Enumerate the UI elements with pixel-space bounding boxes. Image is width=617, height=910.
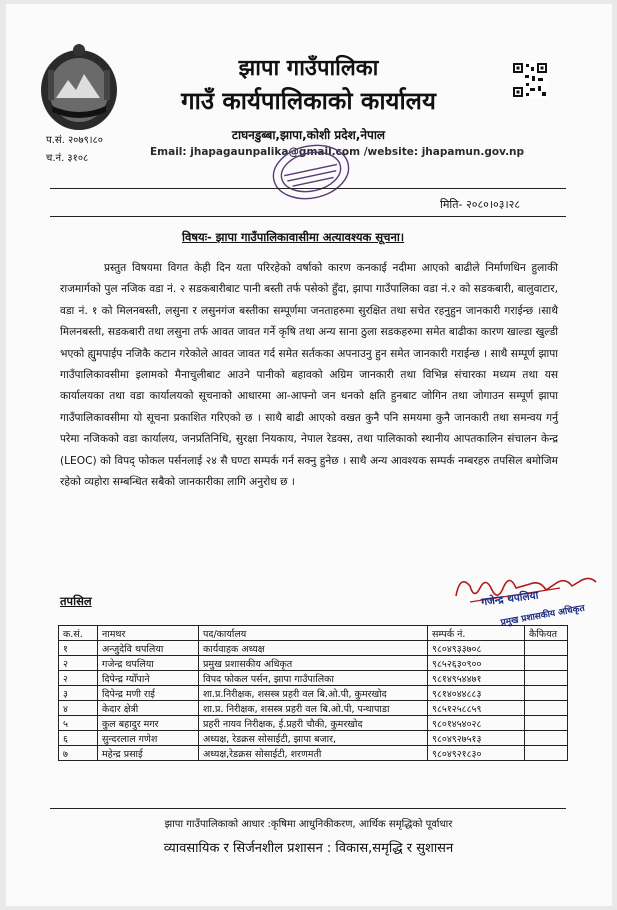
signatory-title: प्रमुख प्रशासकीय अधिकृत xyxy=(500,603,586,629)
row-position: प्रमुख प्रशासकीय अधिकृत xyxy=(199,656,428,671)
footer-motto: व्यावसायिक र सिर्जनशील प्रशासन : विकास,समृद्धि र सुशासन xyxy=(163,841,454,856)
row-remarks xyxy=(525,686,568,701)
letter-subject: विषयः- झापा गाउँपालिकावासीमा अत्यावश्यक सूचना। xyxy=(182,230,405,244)
contact-line: Email: jhapagaunpalika@gmail.com /website: jhapamun.gov.np xyxy=(150,146,525,158)
row-phone: ९८५१२५८८५९ xyxy=(428,701,525,716)
table-row xyxy=(59,731,568,746)
column-header: पद/कार्यालय xyxy=(199,626,428,641)
footer-tagline: झापा गाउँपालिकाको आधार :कृषिमा आधुनिकीकरण, आर्थिक समृद्धिको पूर्वाधार xyxy=(164,819,453,830)
row-name: दिपेन्द्र मणी राई xyxy=(98,686,199,701)
row-serial: २ xyxy=(59,671,98,686)
table-row xyxy=(59,686,568,701)
column-header: कैफियत xyxy=(525,626,568,641)
row-position: कार्यवाहक अध्यक्ष xyxy=(199,641,428,656)
row-name: गजेन्द्र थपलिया xyxy=(98,656,199,671)
row-name: सुन्दरलाल गणेश xyxy=(98,731,199,746)
office-address: टाघनडुब्बा,झापा,कोशी प्रदेश,नेपाल xyxy=(231,128,386,142)
row-name: कुल बहादुर मगर xyxy=(98,716,199,731)
row-serial: ६ xyxy=(59,731,98,746)
row-phone: ९८१४९५४४७१ xyxy=(428,671,525,686)
row-position: प्रहरी नायव निरीक्षक, ई.प्रहरी चौकी, कुमरखोद xyxy=(199,716,428,731)
row-serial: ४ xyxy=(59,701,98,716)
table-heading: तपसिल xyxy=(60,594,92,608)
row-position: अध्यक्ष,रेडक्रस सोसाईटी, शरणमती xyxy=(199,746,428,761)
table-row xyxy=(59,671,568,686)
dispatch-number: च.नं. ३१०८ xyxy=(46,153,89,164)
qr-code-icon xyxy=(512,62,548,98)
reference-number: प.सं. २०७९।८० xyxy=(46,135,103,146)
column-header: क.सं. xyxy=(59,626,98,641)
table-row xyxy=(59,656,568,671)
row-serial: २ xyxy=(59,656,98,671)
row-name: दिपेन्द्र ग्योँपाने xyxy=(98,671,199,686)
letter-body: प्रस्तुत विषयमा विगत केही दिन यता परिरहेको वर्षाको कारण कनकाई नदीमा आएको बाढीले निर्माणधिन हुलाकी राजमार्गको पुल नजिक वडा नं. २ सडकबारीबाट पानी बस्ती तर्फ पसेको हुँदा, झापा गाउँपालिका वडा नं.२ को सडकबारी, बालुवाटार, वडा नं. १ को मिलनबस्ती, लसुना र लसुनगंज बस्तीका सम्पूर्णमा जनताहरुमा सुरक्षित तथा सचेत रहनुहुन जानकारी गराईन्छ ।साथै मिलनबस्ती, सडकबारी तथा लसुना तर्फ आवत जावत गर्ने कृषि तथा अन्य साना ठुला सडकहरुमा समेत बाढीका कारण खाल्डा खुल्डी भएको ह्युमपाईप नजिकै कटान गरेकोले आवत जावत गर्द समेत सर्तकका अपनाउनु हुन समेत जानकारी गराईन्छ । साथै सम्पूर्ण झापा गाउँपालिकावसीमा इलामको मैनाचुलीबाट आउने पानीको बहावको अग्रिम जानकारी तथा विभिन्न संचारका मध्यम तथा यस कार्यालयका तथा वडा कार्यालयको सूचनाको आधारमा आ-आफ्नो जन धनको क्षति हुनबाट जोगिन तथा जोगाउन सम्पूर्ण झापा गाउँपालिकावसीमा यो सूचना प्रकाशित गरिएको छ । साथै बाढी आएको वखत कुनै पनि समयमा कुनै जानकारी तथा समन्वय गर्नु परेमा नजिकको वडा कार्यालय, जनप्रतिनिधि, सुरक्षा नियकाय, नेपाल रेडक्स, तथा पालिकाको स्थानीय आपतकालिन संचालन केन्द्र (LEOC) को विपद् फोकल पर्सनलाई २४ सै घण्टा सम्पर्क गर्न सक्नु हुनेछ । साथै अन्य आवश्यक सम्पर्क नम्बरहरु तपसिल बमोजिम रहेको व्यहोरा सम्बन्धित सबैको जानकारीका लागि अनुरोध छ । xyxy=(60,262,558,489)
office-stamp xyxy=(268,140,354,204)
row-remarks xyxy=(525,731,568,746)
date-divider xyxy=(50,216,566,217)
row-remarks xyxy=(525,716,568,731)
table-row xyxy=(59,746,568,761)
letter-date: मिति- २०८०।०३।२८ xyxy=(440,198,521,211)
row-position: शा.प्र. निरीक्षक, शसस्त्र प्रहरी वल बि.ओ.पी, पन्थापाडा xyxy=(199,701,428,716)
table-row xyxy=(59,641,568,656)
row-name: अन्जुदेवि थपलिया xyxy=(98,641,199,656)
row-position: अध्यक्ष, रेडक्रस सोसाईटी, झापा बजार, xyxy=(199,731,428,746)
row-phone: ९८५२६३०९०० xyxy=(428,656,525,671)
row-remarks xyxy=(525,641,568,656)
row-position: विपद फोकल पर्सन, झापा गाउँपालिका xyxy=(199,671,428,686)
row-position: शा.प्र.निरीक्षक, शसस्त्र प्रहरी वल बि.ओ.पी, कुमरखोद xyxy=(199,686,428,701)
organization-name: झापा गाउँपालिका xyxy=(238,56,379,81)
row-phone: ९८१४०४४८८३ xyxy=(428,686,525,701)
row-serial: १ xyxy=(59,641,98,656)
row-serial: ३ xyxy=(59,686,98,701)
row-phone: ९८०४९३३७०८ xyxy=(428,641,525,656)
row-name: महेन्द्र प्रसाई xyxy=(98,746,199,761)
row-serial: ७ xyxy=(59,746,98,761)
row-phone: ९८०४९२१८३० xyxy=(428,746,525,761)
row-remarks xyxy=(525,746,568,761)
table-row xyxy=(59,716,568,731)
contact-table xyxy=(58,625,568,761)
header-divider xyxy=(50,188,566,189)
signatory-name: गजेन्द्र थपलिया xyxy=(480,589,540,609)
row-phone: ९८०४९२७५१३ xyxy=(428,731,525,746)
row-serial: ५ xyxy=(59,716,98,731)
row-remarks xyxy=(525,656,568,671)
row-remarks xyxy=(525,701,568,716)
row-remarks xyxy=(525,671,568,686)
row-name: केदार क्षेत्री xyxy=(98,701,199,716)
column-header: सम्पर्क नं. xyxy=(428,626,525,641)
row-phone: ९८०१४५४०२८ xyxy=(428,716,525,731)
table-row xyxy=(59,701,568,716)
office-name: गाउँ कार्यपालिकाको कार्यालय xyxy=(181,87,436,115)
column-header: नामथर xyxy=(98,626,199,641)
table-header-row xyxy=(59,626,568,641)
footer-divider xyxy=(50,808,566,809)
